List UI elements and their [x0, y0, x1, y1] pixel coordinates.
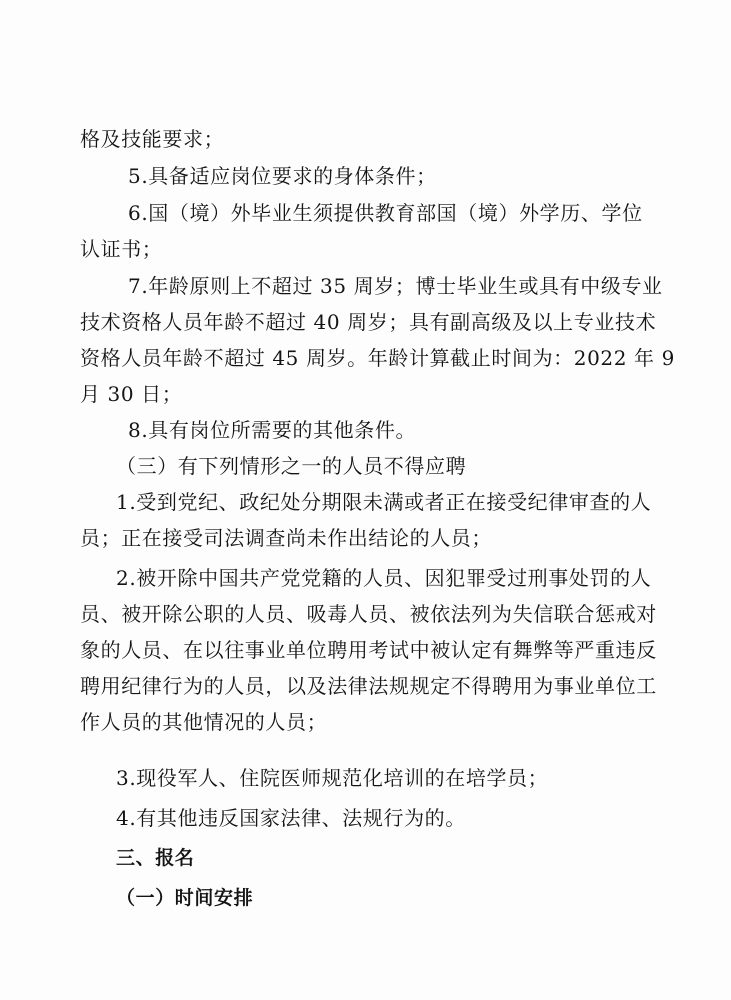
- text-line-item-7-cont-3: 月 30 日；: [80, 382, 183, 406]
- text-line-qualification-end: 格及技能要求；: [80, 127, 225, 151]
- text-line-item-6: 6.国（境）外毕业生须提供教育部国（境）外学历、学位: [128, 201, 643, 225]
- text-line-item-8: 8.具有岗位所需要的其他条件。: [128, 418, 417, 442]
- text-line-item-7-cont-2: 资格人员年龄不超过 45 周岁。年龄计算截止时间为：2022 年 9: [80, 346, 675, 370]
- section-heading-registration: 三、报名: [116, 847, 195, 869]
- text-line-disq-2-cont-2: 象的人员、在以往事业单位聘用考试中被认定有舞弊等严重违反: [80, 638, 657, 662]
- text-line-disq-2-cont-1: 员、被开除公职的人员、吸毒人员、被依法列为失信联合惩戒对: [80, 602, 657, 626]
- text-line-disq-4: 4.有其他违反国家法律、法规行为的。: [116, 806, 466, 830]
- text-line-item-7-cont-1: 技术资格人员年龄不超过 40 周岁；具有副高级及以上专业技术: [80, 310, 657, 334]
- text-line-disq-2-cont-4: 作人员的其他情况的人员；: [80, 710, 328, 734]
- text-line-disq-1-cont: 员；正在接受司法调查尚未作出结论的人员；: [80, 526, 492, 550]
- subsection-heading-schedule: （一）时间安排: [116, 887, 254, 909]
- text-line-item-7: 7.年龄原则上不超过 35 周岁；博士毕业生或具有中级专业: [128, 274, 663, 298]
- section-heading-disqualifications: （三）有下列情形之一的人员不得应聘: [116, 454, 467, 478]
- text-line-disq-2-cont-3: 聘用纪律行为的人员，以及法律法规规定不得聘用为事业单位工: [80, 674, 657, 698]
- text-line-item-6-cont: 认证书；: [80, 237, 163, 261]
- text-line-disq-1: 1.受到党纪、政纪处分期限未满或者正在接受纪律审查的人: [116, 490, 652, 514]
- text-line-disq-3: 3.现役军人、住院医师规范化培训的在培学员；: [116, 766, 549, 790]
- text-line-item-5: 5.具备适应岗位要求的身体条件；: [128, 164, 437, 188]
- text-line-disq-2: 2.被开除中国共产党党籍的人员、因犯罪受过刑事处罚的人: [116, 566, 652, 590]
